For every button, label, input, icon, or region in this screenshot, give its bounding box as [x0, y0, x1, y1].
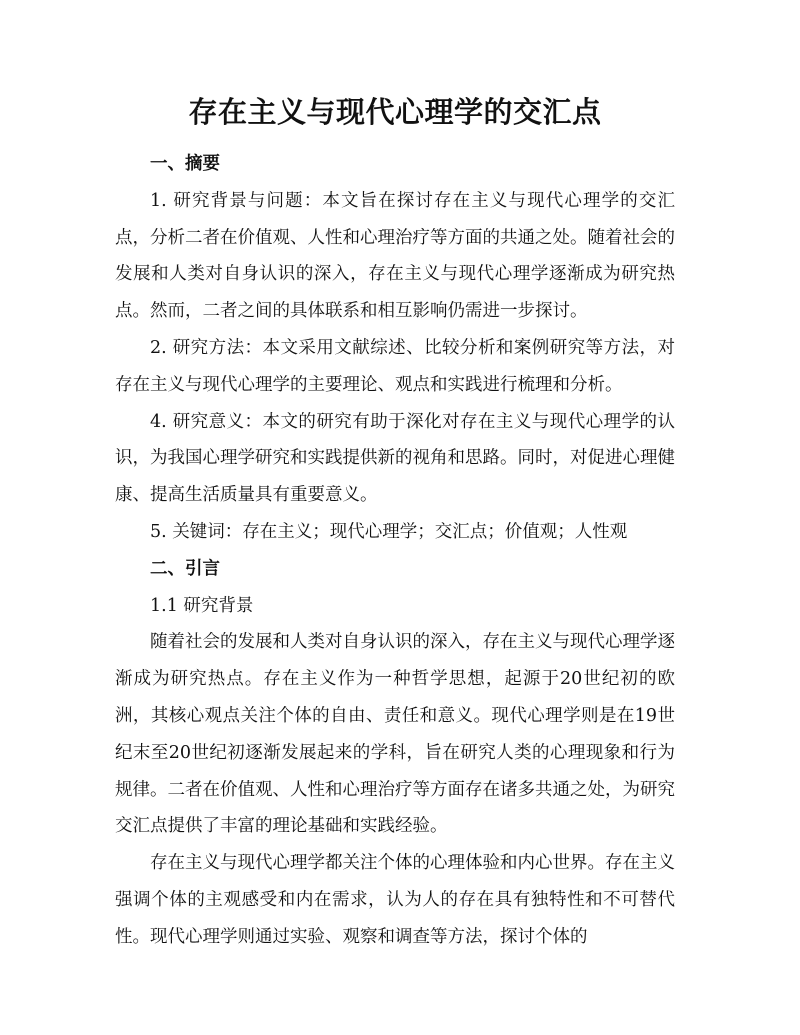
intro-paragraph: 随着社会的发展和人类对自身认识的深入，存在主义与现代心理学逐渐成为研究热点。存在主义作为一种哲学思想，起源于20世纪初的欧洲，其核心观点关注个体的自由、责任和意义。现代心理学则是在19世纪末至20世纪初逐渐发展起来的学科，旨在研究人类的心理现象和行为规律。二者在价值观、人性和心理治疗等方面存在诸多共通之处，为研究交汇点提供了丰富的理论基础和实践经验。	[115, 632, 675, 837]
abstract-item-methods: 2. 研究方法：本文采用文献综述、比较分析和案例研究等方法，对存在主义与现代心理学的主要理论、观点和实践进行梳理和分析。	[115, 337, 675, 395]
document-body	[115, 146, 675, 956]
abstract-heading: 一、摘要	[150, 154, 220, 174]
document-title: 存在主义与现代心理学的交汇点	[188, 95, 602, 129]
abstract-item-background: 1. 研究背景与问题：本文旨在探讨存在主义与现代心理学的交汇点，分析二者在价值观、人性和心理治疗等方面的共通之处。随着社会的发展和人类对自身认识的深入，存在主义与现代心理学逐渐成为研究热点。然而，二者之间的具体联系和相互影响仍需进一步探讨。	[115, 190, 675, 322]
subsection-title: 1.1 研究背景	[150, 595, 254, 616]
intro-heading: 二、引言	[150, 558, 220, 579]
abstract-keywords: 5. 关键词：存在主义；现代心理学；交汇点；价值观；人性观	[150, 521, 628, 542]
document-page	[115, 0, 675, 1035]
intro-paragraph: 存在主义与现代心理学都关注个体的心理体验和内心世界。存在主义强调个体的主观感受和内在需求，认为人的存在具有独特性和不可替代性。现代心理学则通过实验、观察和调查等方法，探讨个体的	[115, 853, 675, 947]
abstract-item-significance: 4. 研究意义：本文的研究有助于深化对存在主义与现代心理学的认识，为我国心理学研究和实践提供新的视角和思路。同时，对促进心理健康、提高生活质量具有重要意义。	[115, 411, 675, 506]
